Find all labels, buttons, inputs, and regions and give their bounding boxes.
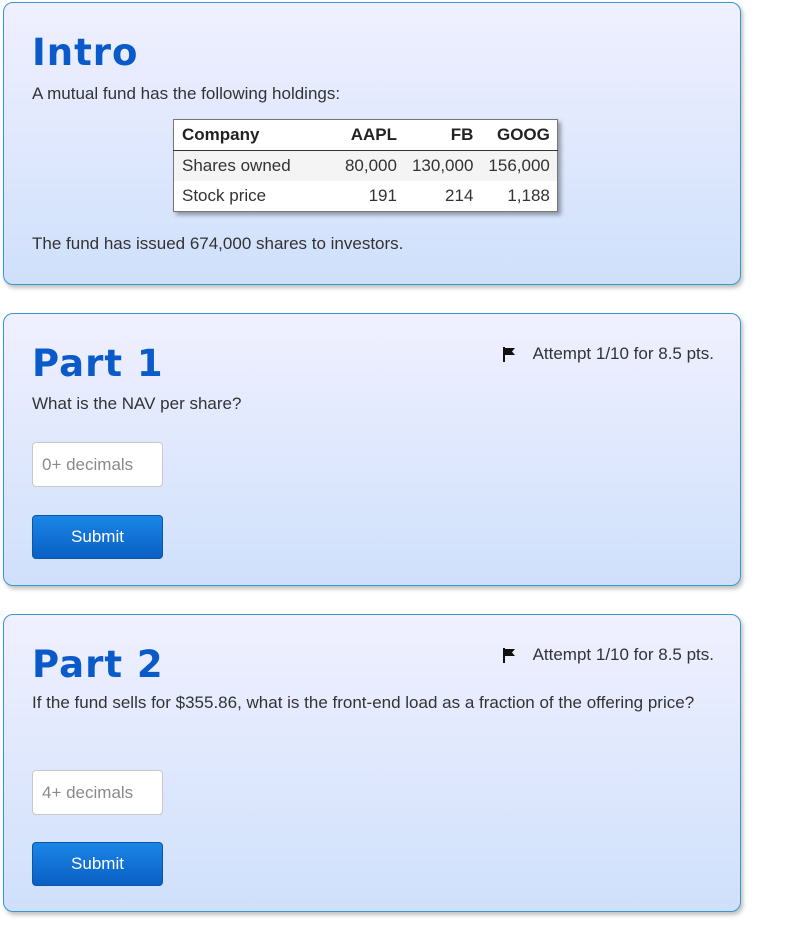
part1-question: What is the NAV per share?	[32, 394, 242, 413]
part2-card	[3, 614, 741, 912]
part1-submit-button[interactable]: Submit	[32, 515, 163, 559]
part2-attempt-info	[502, 645, 714, 665]
cell-fb-shares: 130,000	[404, 151, 480, 182]
table-row	[174, 151, 558, 182]
intro-lead-text: A mutual fund has the following holdings:	[32, 84, 341, 103]
cell-aapl-price: 191	[321, 181, 404, 212]
row-label-price: Stock price	[174, 181, 321, 212]
part1-title: Part 1	[32, 342, 164, 385]
holdings-table	[173, 119, 558, 212]
cell-fb-price: 214	[404, 181, 480, 212]
flag-icon	[502, 648, 516, 663]
header-goog: GOOG	[480, 120, 557, 151]
part2-title: Part 2	[32, 643, 164, 686]
row-label-shares: Shares owned	[174, 151, 321, 182]
table-row	[174, 181, 558, 212]
part1-card	[3, 313, 741, 586]
part1-attempt-info	[502, 344, 714, 364]
intro-footer-text: The fund has issued 674,000 shares to investors.	[32, 234, 404, 253]
cell-goog-price: 1,188	[480, 181, 557, 212]
holdings-header-row	[174, 120, 558, 151]
header-aapl: AAPL	[321, 120, 404, 151]
part2-attempt-text: Attempt 1/10 for 8.5 pts.	[532, 645, 714, 664]
header-fb: FB	[404, 120, 480, 151]
part2-question: If the fund sells for $355.86, what is the front-end load as a fraction of the offering price?	[32, 693, 695, 712]
header-company: Company	[174, 120, 321, 151]
cell-goog-shares: 156,000	[480, 151, 557, 182]
part1-answer-input[interactable]	[32, 442, 163, 487]
intro-title: Intro	[32, 31, 139, 74]
flag-icon	[502, 347, 516, 362]
part1-attempt-text: Attempt 1/10 for 8.5 pts.	[532, 344, 714, 363]
intro-card	[3, 2, 741, 285]
part2-answer-input[interactable]	[32, 770, 163, 815]
part2-submit-button[interactable]: Submit	[32, 842, 163, 886]
cell-aapl-shares: 80,000	[321, 151, 404, 182]
